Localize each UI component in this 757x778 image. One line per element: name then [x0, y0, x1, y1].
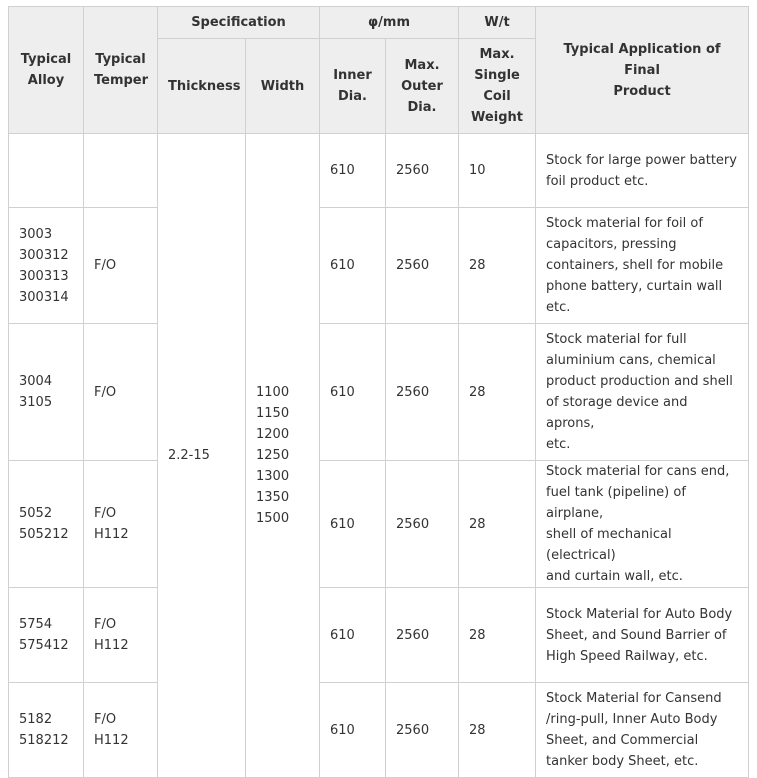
alloy-cell: 5182 518212: [9, 683, 84, 778]
header-max-outer-dia: Max. Outer Dia.: [386, 39, 459, 134]
temper-cell: F/O H112: [84, 461, 158, 588]
application-cell: Stock material for foil of capacitors, pressing containers, shell for mobile phone battery, curtain wall etc.: [536, 208, 749, 324]
spec-table-container: [8, 6, 749, 778]
alloy-cell: 5052 505212: [9, 461, 84, 588]
outer-dia-cell: 2560: [386, 461, 459, 588]
temper-cell: F/O: [84, 324, 158, 461]
outer-dia-cell: 2560: [386, 588, 459, 683]
header-wt: W/t: [459, 7, 536, 39]
application-cell: Stock material for full aluminium cans, chemical product production and shell of storage device and aprons, etc.: [536, 324, 749, 461]
table-row: [9, 461, 749, 588]
outer-dia-cell: 2560: [386, 134, 459, 208]
spec-table: [8, 6, 749, 778]
table-row: [9, 208, 749, 324]
coil-weight-cell: 28: [459, 208, 536, 324]
inner-dia-cell: 610: [320, 588, 386, 683]
application-cell: Stock Material for Cansend /ring-pull, Inner Auto Body Sheet, and Commercial tanker body Sheet, etc.: [536, 683, 749, 778]
temper-cell-empty: [84, 134, 158, 208]
table-row: [9, 324, 749, 461]
header-width: Width: [246, 39, 320, 134]
temper-cell: F/O: [84, 208, 158, 324]
coil-weight-cell: 28: [459, 683, 536, 778]
outer-dia-cell: 2560: [386, 324, 459, 461]
inner-dia-cell: 610: [320, 208, 386, 324]
thickness-cell: 2.2-15: [158, 134, 246, 778]
header-typical-alloy: Typical Alloy: [9, 7, 84, 134]
header-max-coil-weight: Max. Single Coil Weight: [459, 39, 536, 134]
alloy-cell: 5754 575412: [9, 588, 84, 683]
alloy-cell: 3003 300312 300313 300314: [9, 208, 84, 324]
temper-cell: F/O H112: [84, 588, 158, 683]
coil-weight-cell: 28: [459, 324, 536, 461]
header-phi-mm: φ/mm: [320, 7, 459, 39]
coil-weight-cell: 28: [459, 588, 536, 683]
outer-dia-cell: 2560: [386, 683, 459, 778]
inner-dia-cell: 610: [320, 683, 386, 778]
coil-weight-cell: 10: [459, 134, 536, 208]
alloy-cell: 3004 3105: [9, 324, 84, 461]
inner-dia-cell: 610: [320, 324, 386, 461]
inner-dia-cell: 610: [320, 461, 386, 588]
alloy-cell-empty: [9, 134, 84, 208]
application-cell: Stock for large power battery foil product etc.: [536, 134, 749, 208]
coil-weight-cell: 28: [459, 461, 536, 588]
application-cell: Stock Material for Auto Body Sheet, and Sound Barrier of High Speed Railway, etc.: [536, 588, 749, 683]
header-typical-application: Typical Application of Final Product: [536, 7, 749, 134]
table-row: [9, 134, 749, 208]
header-thickness: Thickness: [158, 39, 246, 134]
header-inner-dia: Inner Dia.: [320, 39, 386, 134]
table-row: [9, 588, 749, 683]
width-cell: 1100 1150 1200 1250 1300 1350 1500: [246, 134, 320, 778]
header-specification: Specification: [158, 7, 320, 39]
temper-cell: F/O H112: [84, 683, 158, 778]
application-cell: Stock material for cans end, fuel tank (pipeline) of airplane, shell of mechanical (electrical) and curtain wall, etc.: [536, 461, 749, 588]
header-typical-temper: Typical Temper: [84, 7, 158, 134]
outer-dia-cell: 2560: [386, 208, 459, 324]
inner-dia-cell: 610: [320, 134, 386, 208]
table-row: [9, 683, 749, 778]
